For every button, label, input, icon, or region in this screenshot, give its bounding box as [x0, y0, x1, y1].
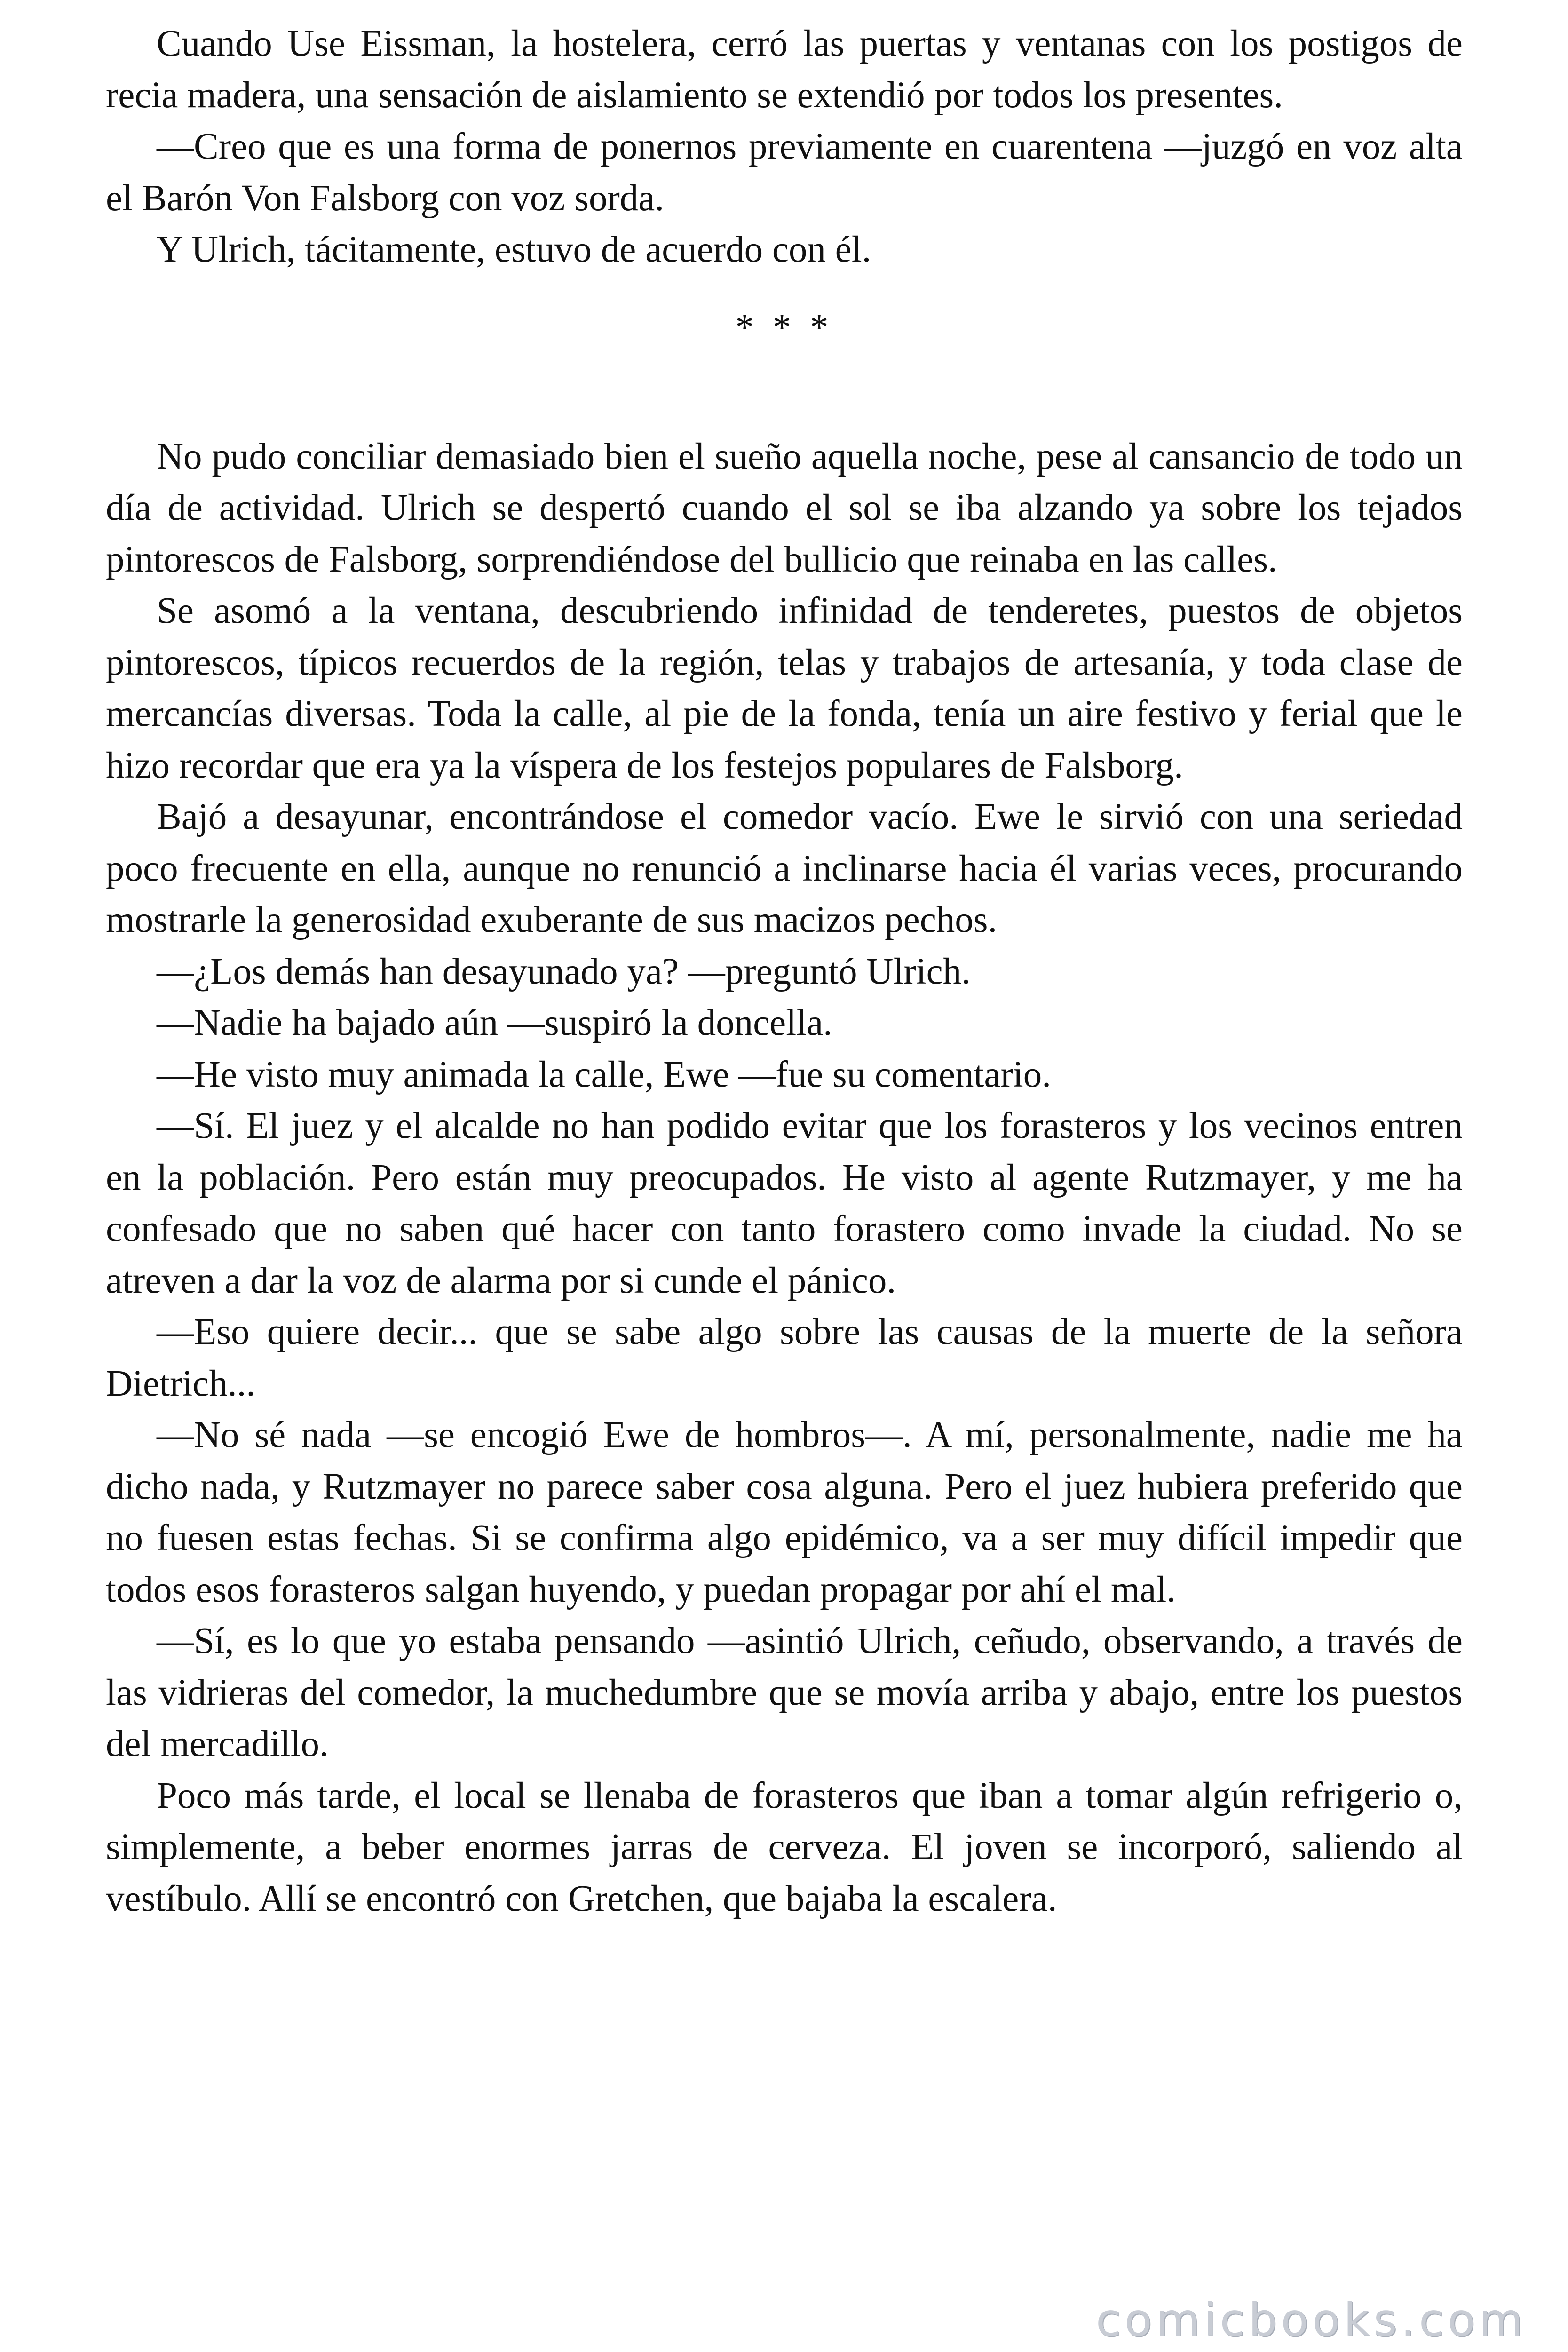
paragraph: Poco más tarde, el local se llenaba de forasteros que iban a tomar algún refrigerio o, simplemente, a beber enormes jarras de cerveza. El joven se incorporó, saliendo al vestíbulo. Allí se encontró con Gretchen, que bajaba la escalera. — [106, 1775, 1463, 1919]
paragraph: Cuando Use Eissman, la hostelera, cerró las puertas y ventanas con los postigos de recia madera, una sensación de aislamiento se extendió por todos los presentes. — [106, 23, 1463, 116]
page-text — [106, 18, 1463, 1924]
paragraph: —Eso quiere decir... que se sabe algo sobre las causas de la muerte de la señora Dietrich... — [106, 1311, 1463, 1404]
paragraph: —Sí, es lo que yo estaba pensando —asintió Ulrich, ceñudo, observando, a través de las vidrieras del comedor, la muchedumbre que se movía arriba y abajo, entre los puestos del mercadillo. — [106, 1621, 1463, 1764]
paragraph: Bajó a desayunar, encontrándose el comedor vacío. Ewe le sirvió con una seriedad poco frecuente en ella, aunque no renunció a inclinarse hacia él varias veces, procurando mostrarle la generosidad exuberante de sus macizos pechos. — [106, 796, 1463, 940]
paragraph: —No sé nada —se encogió Ewe de hombros—. A mí, personalmente, nadie me ha dicho nada, y Rutzmayer no parece saber cosa alguna. Pero el juez hubiera preferido que no fuesen estas fechas. Si se confirma algo epidémico, va a ser muy difícil impedir que todos esos forasteros salgan huyendo, y puedan propagar por ahí el mal. — [106, 1414, 1463, 1610]
watermark: comicbooks.com — [1095, 2294, 1527, 2346]
paragraph: —Creo que es una forma de ponernos previamente en cuarentena —juzgó en voz alta el Barón Von Falsborg con voz sorda. — [106, 126, 1463, 219]
paragraph: Se asomó a la ventana, descubriendo infinidad de tenderetes, puestos de objetos pintorescos, típicos recuerdos de la región, telas y trabajos de artesanía, y toda clase de mercancías diversas. Toda la calle, al pie de la fonda, tenía un aire festivo y ferial que le hizo recordar que era ya la víspera de los festejos populares de Falsborg. — [106, 590, 1463, 786]
paragraph: —He visto muy animada la calle, Ewe —fue su comentario. — [157, 1054, 1051, 1095]
paragraph: —¿Los demás han desayunado ya? —preguntó Ulrich. — [157, 951, 971, 992]
paragraph: —Sí. El juez y el alcalde no han podido evitar que los forasteros y los vecinos entren en la población. Pero están muy preocupados. He visto al agente Rutzmayer, y me ha confesado que no saben qué hacer con tanto forastero como invade la ciudad. No se atreven a dar la voz de alarma por si cunde el pánico. — [106, 1105, 1463, 1301]
paragraph: Y Ulrich, tácitamente, estuvo de acuerdo con él. — [157, 229, 871, 270]
paragraph: —Nadie ha bajado aún —suspiró la doncella. — [157, 1002, 832, 1043]
paragraph: No pudo conciliar demasiado bien el sueño aquella noche, pese al cansancio de todo un día de actividad. Ulrich se despertó cuando el sol se iba alzando ya sobre los tejados pintorescos de Falsborg, sorprendiéndose del bullicio que reinaba en las calles. — [106, 436, 1463, 580]
section-separator: * * * — [735, 307, 833, 348]
